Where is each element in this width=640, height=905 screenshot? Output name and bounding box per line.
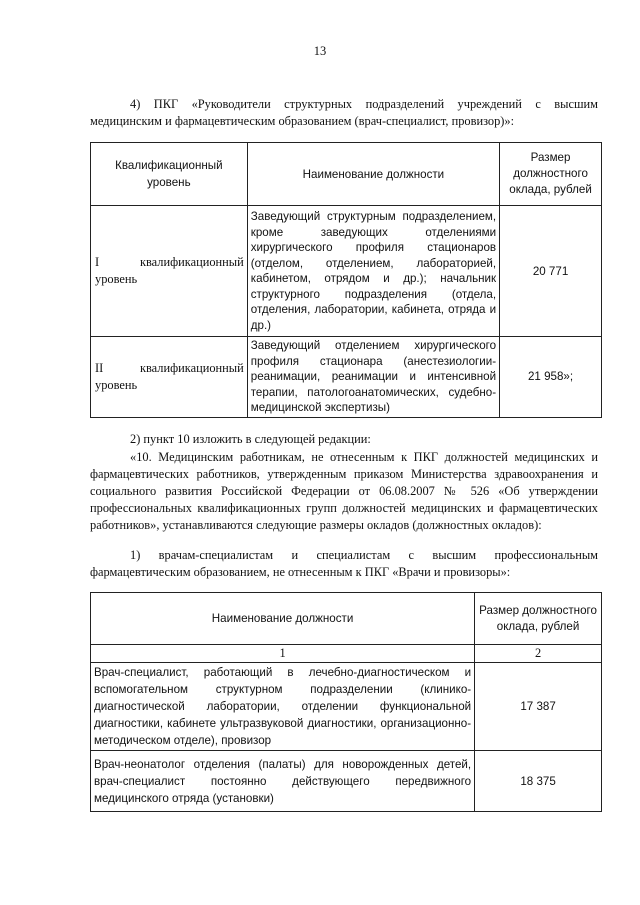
table-specialists xyxy=(90,592,602,812)
table-pkg-heads xyxy=(90,142,602,418)
level-cell: II квалификационный уровень xyxy=(91,337,248,418)
item-1-sub: 1) врачам-специалистам и специалистам с высшим профессиональным фармацевтическим образованием, не отнесенным к ПКГ «Врачи и провизоры»: xyxy=(90,548,598,579)
column-number-row xyxy=(91,645,602,663)
level-cell: I квалификационный уровень xyxy=(91,206,248,337)
salary-cell: 17 387 xyxy=(475,663,602,751)
position-cell: Врач-неонатолог отделения (палаты) для новорожденных детей, врач-специалист постоянно действующего передвижного медицинского отряда (установки) xyxy=(91,751,475,812)
salary-cell: 21 958»; xyxy=(500,337,602,418)
position-cell: Врач-специалист, работающий в лечебно-диагностическом и вспомогательном структурном подразделении (клинико-диагностической лаборатории, отделении функциональной диагностики, кабинете ультразвуковой диагностики, организационно-методическом отделе), провизор xyxy=(91,663,475,751)
header-salary: Размер должностного оклада, рублей xyxy=(475,593,602,645)
page-number: 13 xyxy=(313,44,327,58)
salary-cell: 20 771 xyxy=(500,206,602,337)
header-level: Квалификационный уровень xyxy=(91,143,248,206)
item-2: 2) пункт 10 изложить в следующей редакции: xyxy=(130,432,371,446)
salary-cell: 18 375 xyxy=(475,751,602,812)
position-cell: Заведующий отделением хирургического профиля стационара (анестезиологии-реанимации, реанимации и интенсивной терапии, патологоанатомических, судебно-медицинской экспертизы) xyxy=(247,337,499,418)
table-row xyxy=(91,751,602,812)
table-row xyxy=(91,337,602,418)
item-10-text: «10. Медицинским работникам, не отнесенным к ПКГ должностей медицинских и фармацевтических работников, утвержденным приказом Министерства здравоохранения и социального развития Российской Федерации от 06.08.2007 № 526 «Об утверждении профессиональных квалификационных групп должностей медицинских и фармацевтических работников», устанавливаются следующие размеры окладов (должностных окладов): xyxy=(90,450,598,532)
table-row xyxy=(91,206,602,337)
position-cell: Заведующий структурным подразделением, кроме заведующих отделениями хирургического профиля стационаров (отделом, отделением, лабораторией, кабинетом, отрядом и др.); начальник структурного подразделения (отдела, отделения, лаборатории, кабинета, отряда и др.) xyxy=(247,206,499,337)
table-header-row xyxy=(91,593,602,645)
table-header-row xyxy=(91,143,602,206)
section4-intro: 4) ПКГ «Руководители структурных подразделений учреждений с высшим медицинским и фармацевтическим образованием (врач-специалист, провизор)»: xyxy=(90,97,598,128)
header-position: Наименование должности xyxy=(247,143,499,206)
header-salary: Размер должностного оклада, рублей xyxy=(500,143,602,206)
column-number: 2 xyxy=(475,645,602,663)
table-row xyxy=(91,663,602,751)
header-position: Наименование должности xyxy=(91,593,475,645)
column-number: 1 xyxy=(91,645,475,663)
